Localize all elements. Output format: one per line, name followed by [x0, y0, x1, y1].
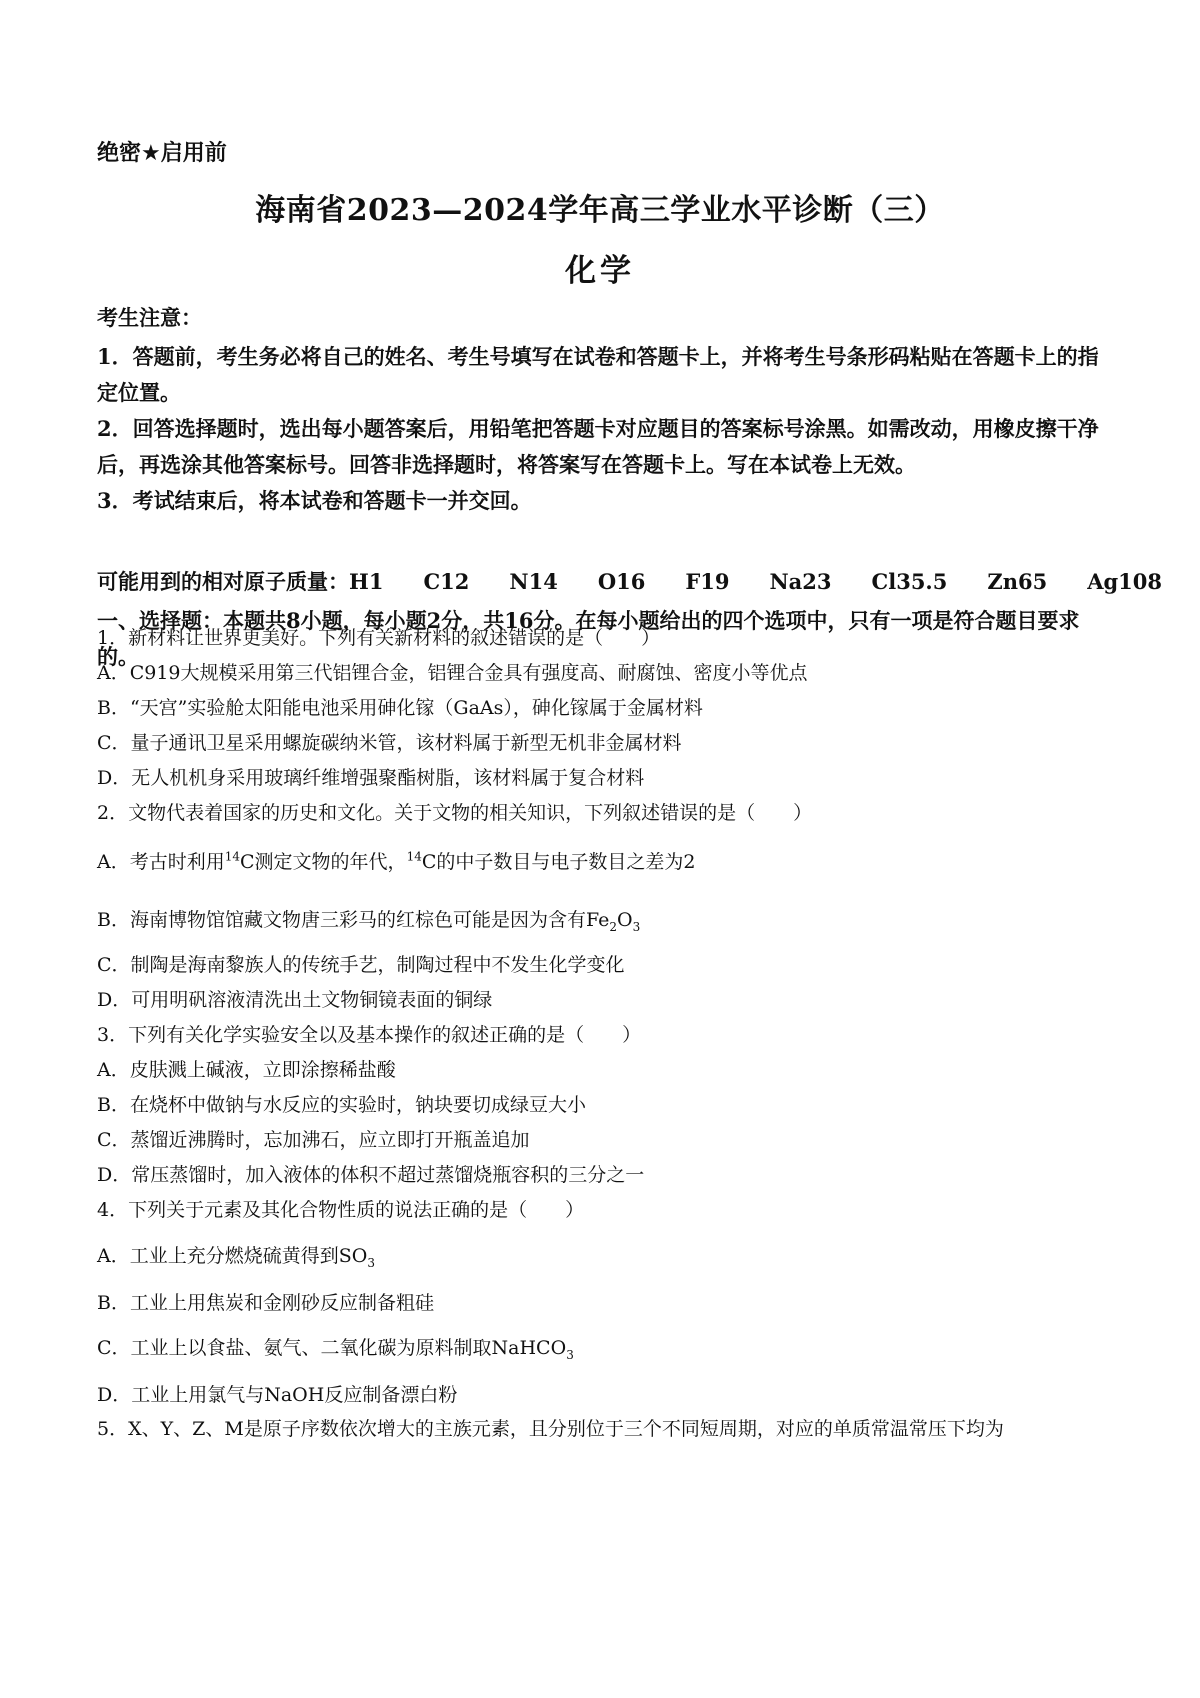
question-5-stem: 5．X、Y、Z、M是原子序数依次增大的主族元素，且分别位于三个不同短周期，对应的单质常温常压下均为: [97, 1418, 1004, 1440]
question-4-option-c: C．工业上以食盐、氨气、二氧化碳为原料制取NaHCO$_3$: [97, 1337, 574, 1362]
question-1-option-d: D．无人机机身采用玻璃纤维增强聚酯树脂，该材料属于复合材料: [97, 767, 645, 789]
notice-list: [97, 339, 1117, 519]
atomic-masses-label: 可能用到的相对原子质量：: [97, 569, 349, 594]
notice-item: 2．回答选择题时，选出每小题答案后，用铅笔把答题卡对应题目的答案标号涂黑。如需改动，用橡皮擦干净后，再选涂其他答案标号。回答非选择题时，将答案写在答题卡上。写在本试卷上无效。: [97, 416, 1099, 477]
question-2-option-b: B．海南博物馆馆藏文物唐三彩马的红棕色可能是因为含有$Fe_2O_3$: [97, 909, 641, 934]
section-heading: 一、选择题：本题共8小题，每小题2分，共16分。在每小题给出的四个选项中，只有一项是符合题目要求的。: [97, 608, 1080, 669]
question-4-option-b: B．工业上用焦炭和金刚砂反应制备粗硅: [97, 1292, 434, 1314]
confidential-label: 绝密★启用前: [97, 141, 227, 166]
atomic-mass: Ag108: [1087, 569, 1162, 594]
atomic-masses: [97, 566, 1162, 596]
atomic-mass: Zn65: [987, 569, 1048, 594]
question-2-option-d: D．可用明矾溶液清洗出土文物铜镜表面的铜绿: [97, 989, 493, 1011]
notice-heading: 考生注意：: [97, 306, 202, 330]
question-2-stem: 2．文物代表着国家的历史和文化。关于文物的相关知识，下列叙述错误的是（ ）: [97, 802, 813, 824]
question-1-option-c: C．量子通讯卫星采用螺旋碳纳米管，该材料属于新型无机非金属材料: [97, 732, 682, 754]
question-3-option-a: A．皮肤溅上碱液，立即涂擦稀盐酸: [97, 1059, 396, 1081]
question-4-option-d: D．工业上用氯气与NaOH反应制备漂白粉: [97, 1384, 458, 1406]
atomic-mass: Na23: [769, 569, 832, 594]
question-4-option-a: A．工业上充分燃烧硫黄得到$SO_3$: [97, 1245, 375, 1270]
question-2-option-a: A．考古时利用$^{14}$C测定文物的年代，$^{14}$C的中子数目与电子数目之差为2: [97, 849, 696, 873]
question-4-stem: 4．下列关于元素及其化合物性质的说法正确的是（ ）: [97, 1199, 585, 1221]
atomic-mass: H1: [349, 569, 384, 594]
question-3-option-d: D．常压蒸馏时，加入液体的体积不超过蒸馏烧瓶容积的三分之一: [97, 1164, 645, 1186]
subject-title: 化学: [565, 253, 635, 289]
question-1-stem: 1．新材料让世界更美好。下列有关新材料的叙述错误的是（ ）: [97, 627, 661, 649]
atomic-mass: O16: [597, 569, 646, 594]
atomic-mass: F19: [685, 569, 730, 594]
question-3-stem: 3．下列有关化学实验安全以及基本操作的叙述正确的是（ ）: [97, 1024, 642, 1046]
atomic-mass: Cl35.5: [871, 569, 948, 594]
notice-item: 3．考试结束后，将本试卷和答题卡一并交回。: [97, 488, 532, 513]
exam-title: 海南省2023—2024学年高三学业水平诊断（三）: [255, 193, 945, 228]
notice-item: 1．答题前，考生务必将自己的姓名、考生号填写在试卷和答题卡上，并将考生号条形码粘贴在答题卡上的指定位置。: [97, 344, 1099, 405]
question-1-option-b: B．“天宫”实验舱太阳能电池采用砷化镓（GaAs），砷化镓属于金属材料: [97, 697, 703, 719]
question-1-option-a: A．C919大规模采用第三代铝锂合金，铝锂合金具有强度高、耐腐蚀、密度小等优点: [97, 662, 808, 684]
atomic-mass: N14: [509, 569, 558, 594]
question-2-option-c: C．制陶是海南黎族人的传统手艺，制陶过程中不发生化学变化: [97, 954, 625, 976]
atomic-mass: C12: [423, 569, 470, 594]
question-3-option-b: B．在烧杯中做钠与水反应的实验时，钠块要切成绿豆大小: [97, 1094, 586, 1116]
question-3-option-c: C．蒸馏近沸腾时，忘加沸石，应立即打开瓶盖追加: [97, 1129, 530, 1151]
